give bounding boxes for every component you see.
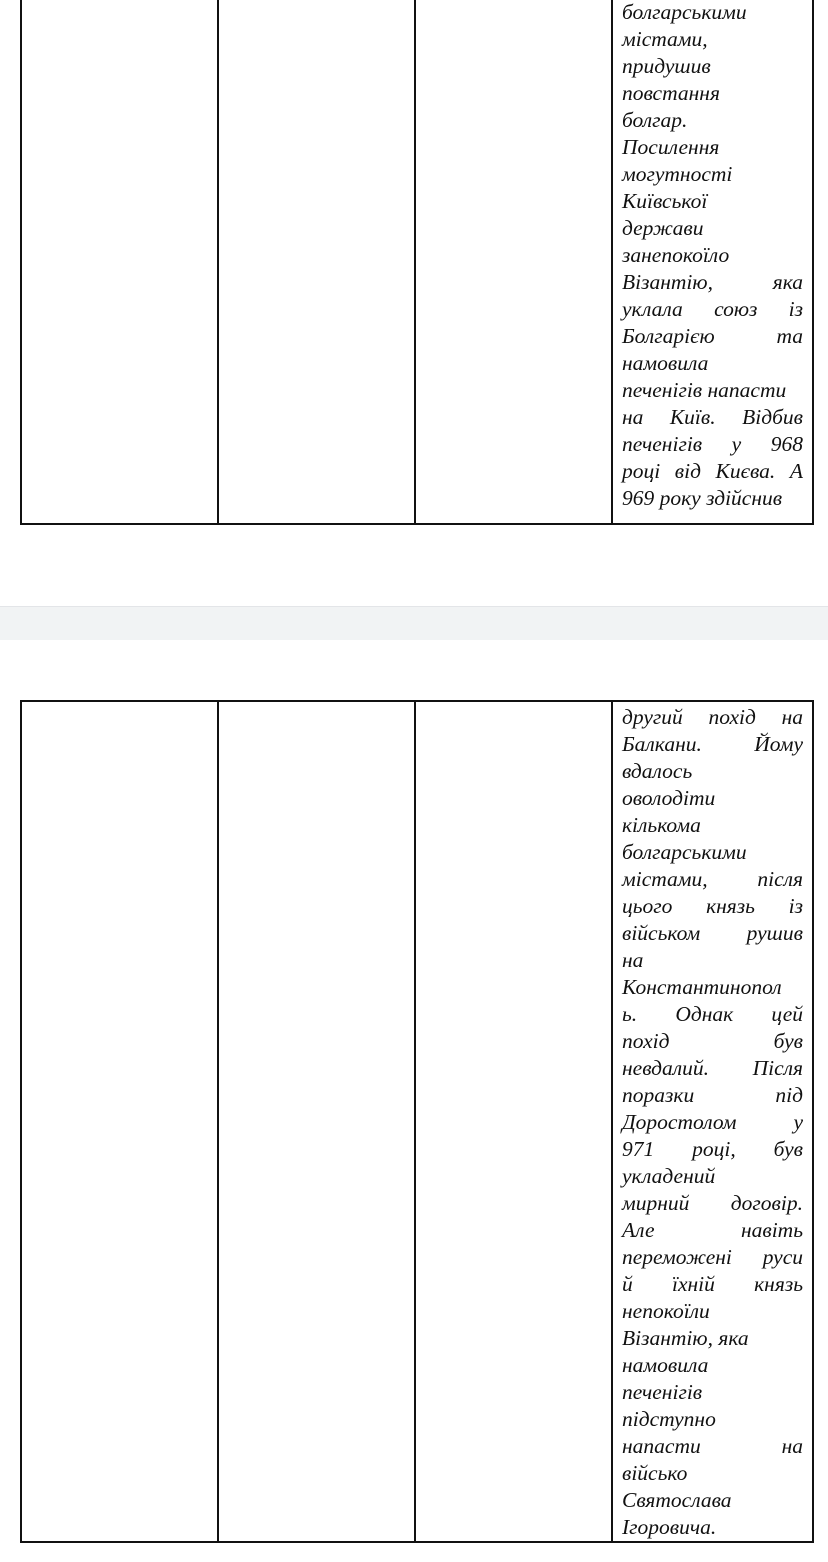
text-line: на Київ. Відбив <box>622 405 803 429</box>
table-cell-empty <box>21 701 218 1542</box>
text-line: укладений <box>622 1164 716 1188</box>
text-line: могутності <box>622 162 733 186</box>
cell-text-block <box>613 702 812 1541</box>
text-line: другий похід на <box>622 705 803 729</box>
text-line: Ігоровича. <box>622 1515 717 1539</box>
text-line: 971 році, був <box>622 1137 803 1161</box>
history-table-fragment-2 <box>20 700 814 1543</box>
text-line: печенігів у 968 <box>622 432 803 456</box>
text-line: болгарськими <box>622 0 747 24</box>
text-line: кількома <box>622 813 701 837</box>
table-row <box>21 0 813 524</box>
cell-text-block <box>613 0 812 512</box>
text-line: занепокоїло <box>622 243 730 267</box>
text-line: військом рушив <box>622 921 803 945</box>
text-line: уклала союз із <box>622 297 803 321</box>
text-line: Але навіть <box>622 1218 803 1242</box>
table-row <box>21 701 813 1542</box>
text-line: намовила <box>622 1353 709 1377</box>
text-line: Візантію, яка <box>622 270 803 294</box>
document-page-2 <box>0 640 828 1562</box>
text-line: мирний договір. <box>622 1191 803 1215</box>
text-line: похід був <box>622 1029 803 1053</box>
text-line: на <box>622 948 644 972</box>
table-cell-empty <box>218 0 415 524</box>
text-line: болгар. <box>622 108 688 132</box>
text-line: Київської <box>622 189 708 213</box>
table-cell-description <box>612 701 813 1542</box>
text-line: містами, після <box>622 867 803 891</box>
text-line: Посилення <box>622 135 720 159</box>
text-line: печенігів <box>622 1380 703 1404</box>
text-line: намовила <box>622 351 709 375</box>
text-line: болгарськими <box>622 840 747 864</box>
table-cell-description <box>612 0 813 524</box>
text-line: Константинопол <box>622 975 782 999</box>
text-line: напасти на <box>622 1434 803 1458</box>
text-line: ь. Однак цей <box>622 1002 803 1026</box>
page-separator <box>0 606 828 640</box>
text-line: невдалий. Після <box>622 1056 803 1080</box>
text-line: Святослава <box>622 1488 732 1512</box>
text-line: оволодіти <box>622 786 716 810</box>
history-table-fragment-1 <box>20 0 814 525</box>
text-line: Візантію, яка <box>622 1326 749 1350</box>
document-page-1 <box>0 0 828 606</box>
text-line: підступно <box>622 1407 716 1431</box>
table-cell-empty <box>415 0 612 524</box>
text-line: печенігів напасти <box>622 378 787 402</box>
text-line: поразки під <box>622 1083 803 1107</box>
table-cell-empty <box>415 701 612 1542</box>
text-line: містами, <box>622 27 708 51</box>
text-line: держави <box>622 216 704 240</box>
text-line: й їхній князь <box>622 1272 803 1296</box>
table-cell-empty <box>21 0 218 524</box>
text-line: Балкани. Йому <box>622 732 803 756</box>
text-line: Болгарією та <box>622 324 803 348</box>
text-line: 969 року здійснив <box>622 486 783 510</box>
text-line: військо <box>622 1461 688 1485</box>
table-cell-empty <box>218 701 415 1542</box>
text-line: цього князь із <box>622 894 803 918</box>
text-line: році від Києва. А <box>622 459 803 483</box>
text-line: Доростолом у <box>622 1110 803 1134</box>
text-line: повстання <box>622 81 720 105</box>
text-line: переможені руси <box>622 1245 803 1269</box>
text-line: придушив <box>622 54 711 78</box>
text-line: вдалось <box>622 759 693 783</box>
text-line: непокоїли <box>622 1299 710 1323</box>
